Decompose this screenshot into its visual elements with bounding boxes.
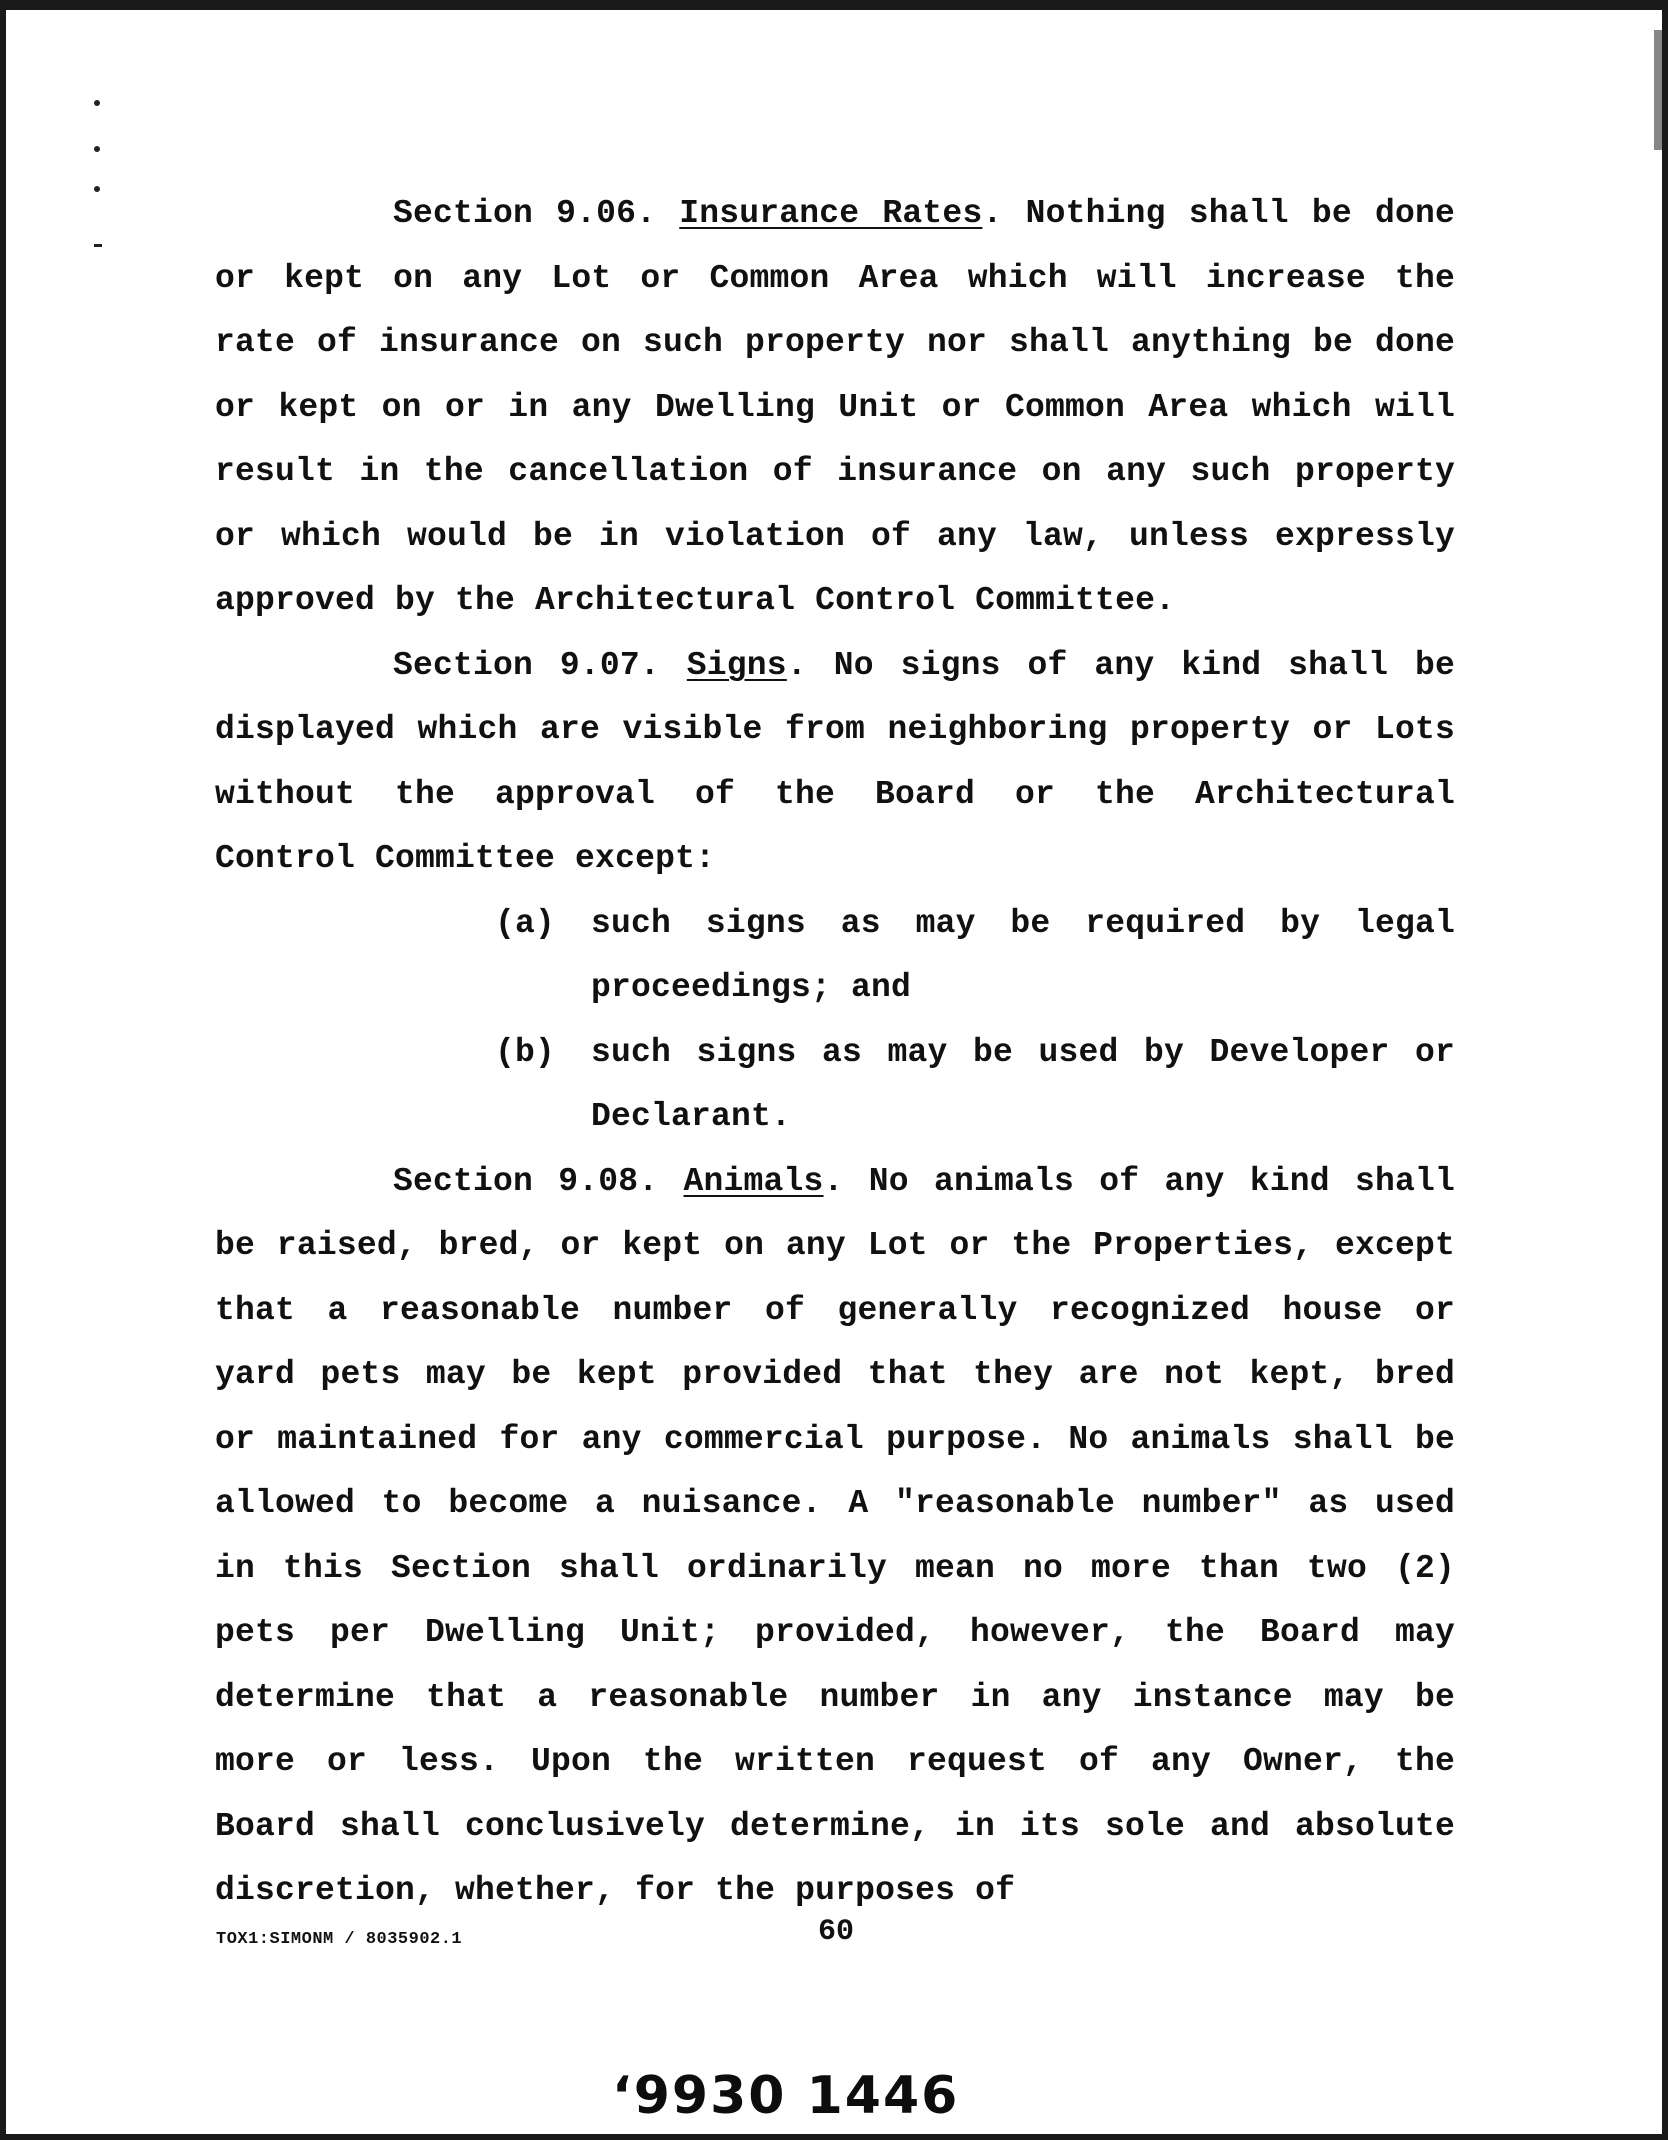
scan-edge-noise bbox=[1654, 30, 1662, 150]
list-item bbox=[495, 1021, 1455, 1150]
document-body bbox=[215, 182, 1455, 1924]
footer-page-number: 60 bbox=[818, 1915, 855, 1949]
scan-speck bbox=[94, 146, 100, 152]
section-body: . Nothing shall be done or kept on any Lot or Common Area which will increase the rate of insurance on such property nor shall anything be done or kept on or in any Dwelling Unit or Common Area which will result in the cancellation of insurance on any such property or which would be in violation of any law, unless expressly approved by the Architectural Control Committee. bbox=[215, 195, 1455, 619]
section-body: . No animals of any kind shall be raised, bred, or kept on any Lot or the Properties, except that a reasonable number of generally recognized house or yard pets may be kept provided that they are not kept, bred or maintained for any commercial purpose. No animals shall be allowed to become a nuisance. A "reasonable number" as used in this Section shall ordinarily mean no more than two (2) pets per Dwelling Unit; provided, however, the Board may determine that a reasonable number in any instance may be more or less. Upon the written request of any Owner, the Board shall conclusively determine, in its sole and absolute discretion, whether, for the purposes of bbox=[215, 1162, 1455, 1909]
section-9-06 bbox=[215, 182, 1455, 634]
scan-speck bbox=[94, 244, 102, 247]
sign-exceptions-list bbox=[495, 892, 1455, 1150]
section-9-07 bbox=[215, 634, 1455, 892]
footer-document-id: TOX1:SIMONM / 8035902.1 bbox=[216, 1930, 463, 1949]
list-item-text: such signs as may be used by Developer or Declarant. bbox=[591, 1033, 1455, 1135]
section-title: Animals bbox=[683, 1162, 824, 1200]
section-body: . No signs of any kind shall be displayed which are visible from neighboring property or Lots without the approval of the Board or the Architectural Control Committee except: bbox=[215, 646, 1455, 877]
scan-speck bbox=[94, 100, 100, 106]
section-title: Insurance Rates bbox=[679, 195, 983, 232]
bates-stamp: ‘9930 1446 bbox=[612, 2066, 960, 2126]
section-number: Section 9.06. bbox=[393, 195, 657, 232]
section-number: Section 9.07. bbox=[393, 646, 660, 684]
list-item bbox=[495, 892, 1455, 1021]
section-number: Section 9.08. bbox=[393, 1162, 659, 1200]
scan-speck bbox=[94, 186, 100, 192]
list-item-text: such signs as may be required by legal proceedings; and bbox=[591, 904, 1455, 1006]
section-9-08 bbox=[215, 1150, 1455, 1924]
list-item-label: (a) bbox=[495, 904, 556, 942]
section-title: Signs bbox=[686, 646, 787, 684]
list-item-label: (b) bbox=[495, 1033, 556, 1071]
